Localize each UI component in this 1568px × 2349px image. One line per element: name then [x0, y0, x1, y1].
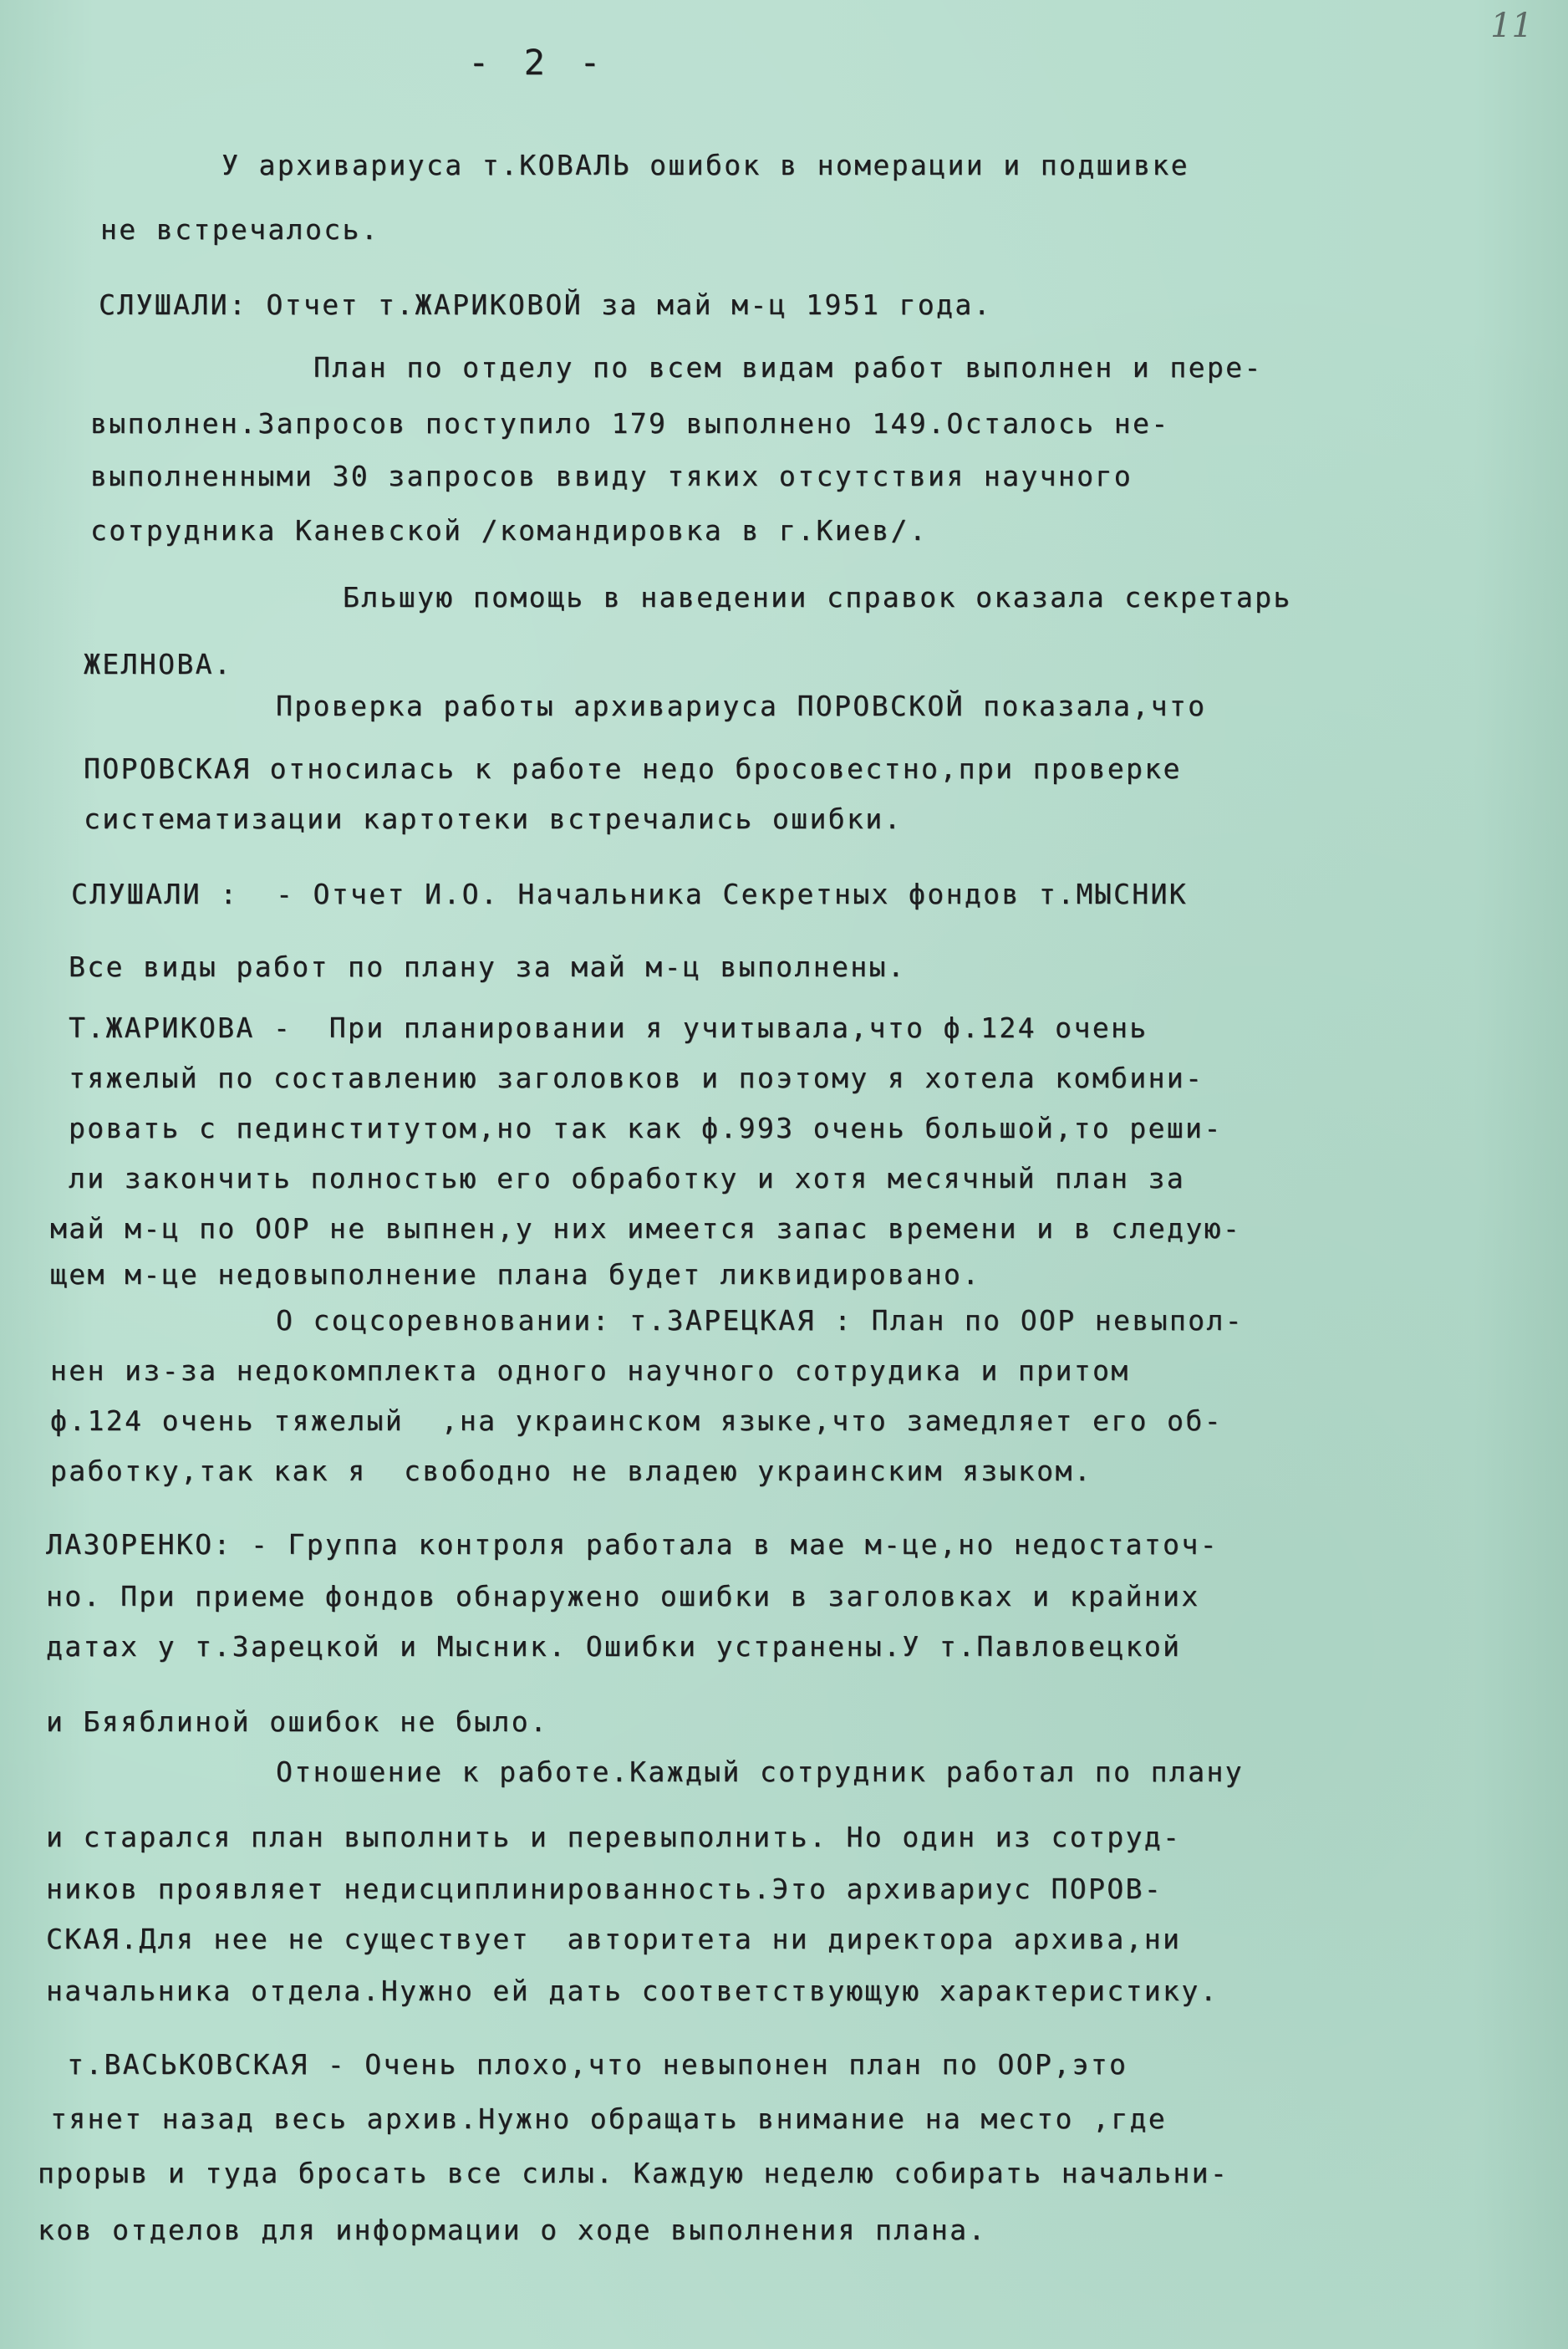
text-line: тянет назад весь архив.Нужно обращать внимание на место ,где [50, 2102, 1168, 2135]
text-line: систематизации картотеки встречались ошибки. [84, 803, 903, 835]
text-line: План по отделу по всем видам работ выполнен и пере- [313, 351, 1263, 384]
text-line: У архивариуса т.КОВАЛЬ ошибок в номерации и подшивке [221, 149, 1189, 181]
text-line: т.ВАСЬКОВСКАЯ - Очень плохо,что невыпонен план по ООР,это [67, 2048, 1128, 2081]
text-line: ПОРОВСКАЯ относилась к работе недо бросовестно,при проверке [84, 752, 1182, 785]
text-line: ЛАЗОРЕНКО: - Группа контроля работала в мае м-це,но недостаточ- [46, 1528, 1219, 1561]
text-line: ф.124 очень тяжелый ,на украинском языке,что замедляет его об- [50, 1404, 1223, 1437]
text-line: ровать с пединститутом,но так как ф.993 очень большой,то реши- [69, 1112, 1223, 1144]
text-line: щем м-це недовыполнение плана будет ликвидировано. [50, 1258, 981, 1291]
text-line: выполненными 30 запросов ввиду тяких отсутствия научного [90, 460, 1133, 492]
text-line: сотрудника Каневской /командировка в г.Киев/. [90, 514, 929, 547]
text-line: прорыв и туда бросать все силы. Каждую неделю собирать начальни- [38, 2157, 1229, 2189]
text-line: работку,так как я свободно не владею украинским языком. [50, 1455, 1092, 1487]
text-line: Отношение к работе.Каждый сотрудник работал по плану [276, 1755, 1244, 1788]
text-line: ли закончить полностью его обработку и хотя месячный план за [69, 1162, 1186, 1195]
text-line: ЖЕЛНОВА. [84, 648, 233, 680]
text-line: ков отделов для информации о ходе выполнения плана. [38, 2214, 987, 2246]
text-line: и старался план выполнить и перевыполнить. Но один из сотруд- [46, 1821, 1182, 1853]
text-line: май м-ц по ООР не выпнен,у них имеется запас времени и в следую- [50, 1212, 1242, 1245]
text-line: СКАЯ.Для нее не существует авторитета ни директора архива,ни [46, 1923, 1182, 1955]
text-line: Проверка работы архивариуса ПОРОВСКОЙ показала,что [276, 690, 1207, 722]
text-line: Бльшую помощь в наведении справок оказала секретарь [343, 581, 1292, 614]
text-line: нен из-за недокомплекта одного научного сотрудика и притом [50, 1354, 1130, 1387]
text-line: и Бяяблиной ошибок не было. [46, 1705, 549, 1738]
text-line: тяжелый по составлению заголовков и поэтому я хотела комбини- [69, 1062, 1204, 1094]
text-line: ников проявляет недисциплинированность.Это архивариус ПОРОВ- [46, 1873, 1163, 1905]
text-line: не встречалось. [100, 213, 380, 246]
page-number: - 2 - [468, 42, 608, 83]
text-line: Т.ЖАРИКОВА - При планировании я учитывала,что ф.124 очень [69, 1011, 1148, 1044]
text-line: датах у т.Зарецкой и Мысник. Ошибки устранены.У т.Павловецкой [46, 1630, 1182, 1663]
text-line: начальника отдела.Нужно ей дать соответствующую характеристику. [46, 1974, 1219, 2007]
text-line: СЛУШАЛИ : - Отчет И.О. Начальника Секретных фондов т.МЫСНИК [71, 878, 1189, 910]
text-line: Все виды работ по плану за май м-ц выполнены. [69, 950, 907, 983]
text-line: СЛУШАЛИ: Отчет т.ЖАРИКОВОЙ за май м-ц 1951 года. [99, 288, 992, 321]
text-line: выполнен.Запросов поступило 179 выполнено 149.Осталось не- [90, 407, 1170, 440]
text-line: но. При приеме фондов обнаружено ошибки в заголовках и крайних [46, 1580, 1200, 1613]
corner-page-note: 11 [1490, 7, 1533, 45]
text-line: О соцсоревновании: т.ЗАРЕЦКАЯ : План по ООР невыпол- [276, 1304, 1244, 1337]
